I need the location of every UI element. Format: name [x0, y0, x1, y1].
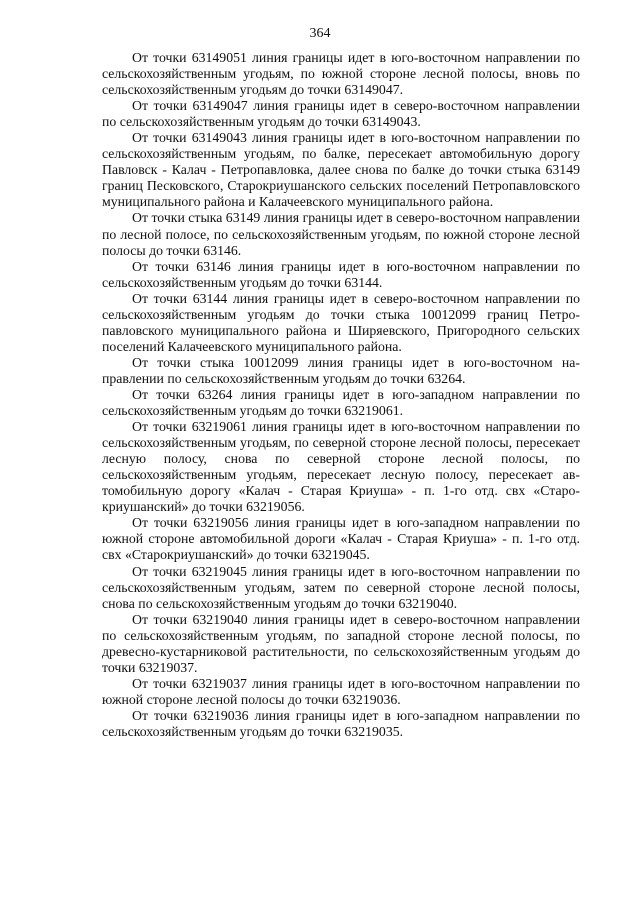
document-body: [102, 50, 580, 740]
paragraph: От точки 63144 линия границы идет в северо-восточном направлении по сельскохозяйственным угодьям до точки стыка 10012099 границ Петропавловского муниципального района и Ширяевского, Пригородного сельских поселений Калачеевского муниципального района.: [102, 290, 580, 354]
paragraph: От точки 63219056 линия границы идет в юго-западном направлении по южной стороне автомобильной дороги «Калач - Старая Криуша» - п. 1-го отд. свх «Старокриушанский» до точки 63219045.: [102, 515, 580, 563]
paragraph: От точки 63149047 линия границы идет в северо-восточном направлении по сельскохозяйственным угодьям до точки 63149043.: [102, 98, 580, 130]
paragraph: От точки стыка 63149 линия границы идет в северо-восточном направлении по лесной полосе, по сельскохозяйственным угодьям, по южной стороне лесной полосы до точки 63146.: [102, 210, 580, 258]
paragraph: От точки 63219045 линия границы идет в юго-восточном направлении по сельскохозяйственным угодьям, затем по северной стороне лесной полосы, снова по сельскохозяйственным угодьям до точки 63219040.: [102, 563, 580, 611]
paragraph: От точки 63219061 линия границы идет в юго-восточном направлении по сельскохозяйственным угодьям, по северной стороне лесной полосы, пересекает лесную полосу, снова по северной стороне лесной полосы, по сельскохозяйственным угодьям, пересекает лесную полосу, пересекает автомобильную дорогу «Калач - Старая Криуша» - п. 1-го отд. свх «Старокриушанский» до точки 63219056.: [102, 419, 580, 515]
paragraph: От точки 63146 линия границы идет в юго-восточном направлении по сельскохозяйственным угодьям до точки 63144.: [102, 258, 580, 290]
paragraph: От точки 63219036 линия границы идет в юго-западном направлении по сельскохозяйственным угодьям до точки 63219035.: [102, 707, 580, 739]
paragraph: От точки 63149043 линия границы идет в юго-восточном направлении по сельскохозяйственным угодьям, по балке, пересекает автомобильную дорогу Павловск - Калач - Петропавловка, далее снова по балке до точки стыка 63149 границ Песковского, Старокриушанского сельских поселений Петропавловского муниципального района и Калачеевского муниципального района.: [102, 130, 580, 210]
paragraph: От точки стыка 10012099 линия границы идет в юго-восточном направлении по сельскохозяйственным угодьям до точки 63264.: [102, 354, 580, 386]
paragraph: От точки 63219037 линия границы идет в юго-восточном направлении по южной стороне лесной полосы до точки 63219036.: [102, 675, 580, 707]
paragraph: От точки 63264 линия границы идет в юго-западном направлении по сельскохозяйственным угодьям до точки 63219061.: [102, 386, 580, 419]
paragraph: От точки 63219040 линия границы идет в северо-восточном направлении по сельскохозяйственным угодьям, по западной стороне лесной полосы, по древесно-кустарниковой растительности, по сельскохозяйственным угодьям до точки 63219037.: [102, 611, 580, 675]
page-number: 364: [309, 26, 331, 41]
paragraph: От точки 63149051 линия границы идет в юго-восточном направлении по сельскохозяйственным угодьям, по южной стороне лесной полосы, вновь по сельскохозяйственным угодьям до точки 63149047.: [102, 50, 580, 98]
